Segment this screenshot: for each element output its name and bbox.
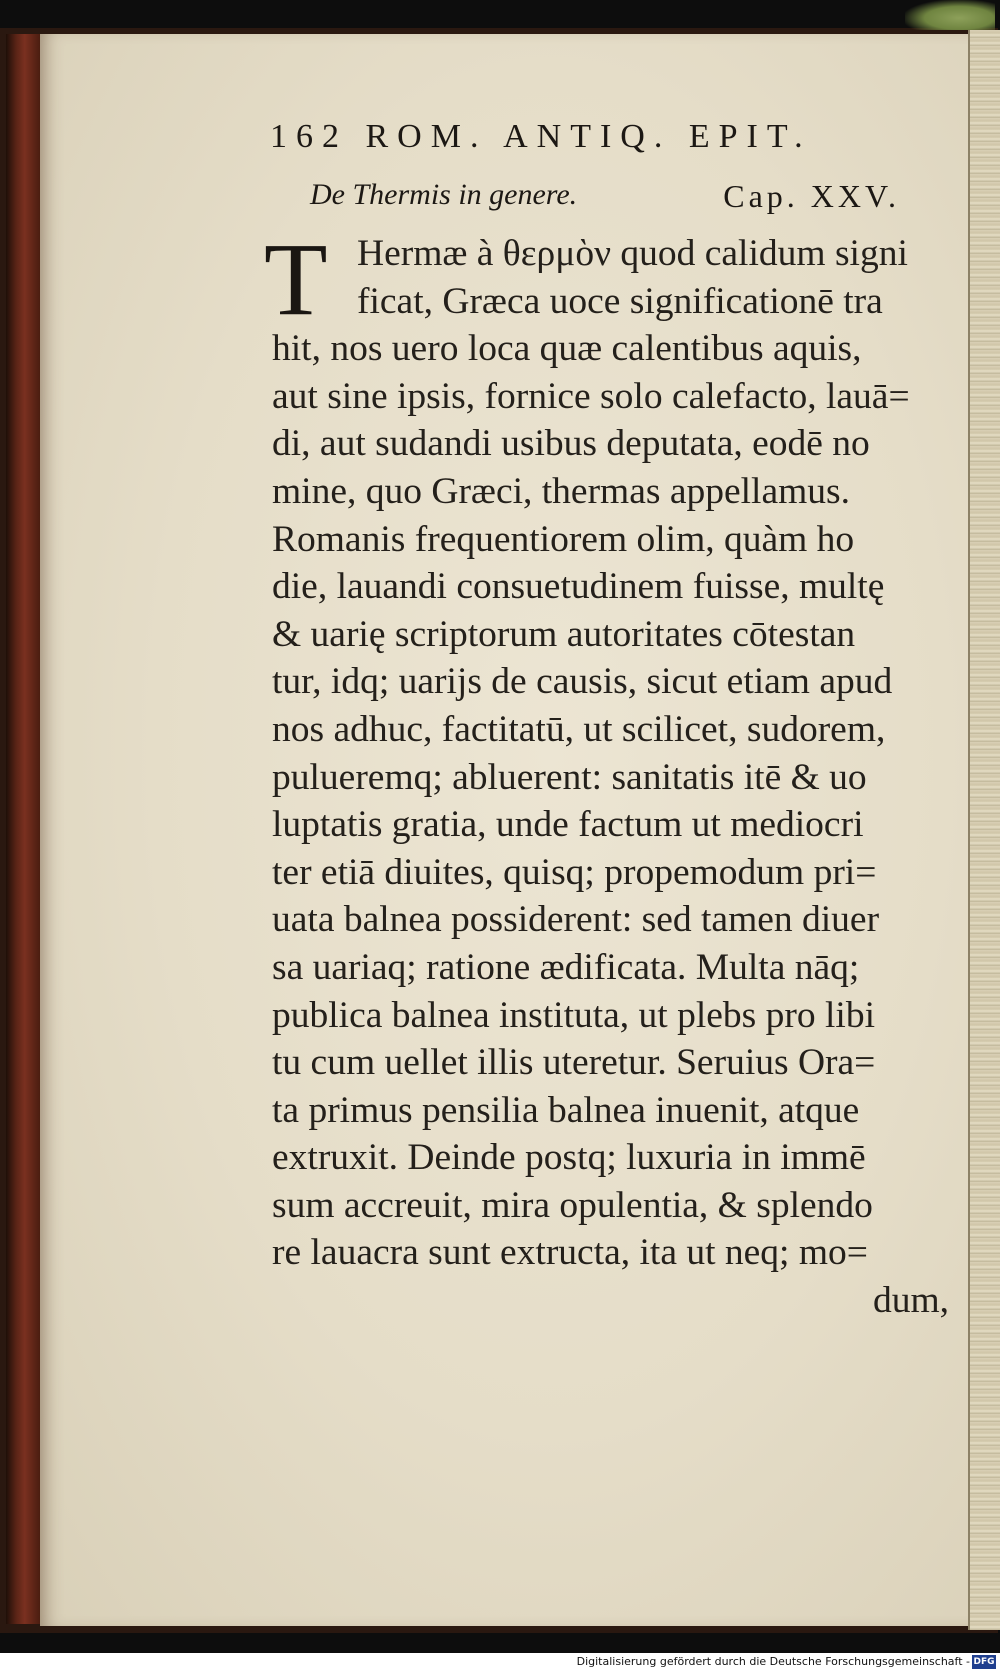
text-line: mine, quo Græci, thermas appellamus. — [272, 470, 850, 512]
page-fore-edge — [968, 30, 1000, 1630]
plant-leaf-corner — [905, 0, 995, 30]
running-head: 162 ROM. ANTIQ. EPIT. — [270, 118, 812, 155]
text-line: uata balnea possiderent: sed tamen diuer — [272, 899, 880, 941]
drop-cap: T — [264, 222, 328, 337]
text-line: extruxit. Deinde postq; luxuria in immē — [272, 1137, 866, 1179]
text-line: hit, nos uero loca quæ calentibus aquis, — [272, 328, 862, 370]
text-line: publica balnea instituta, ut plebs pro libi — [272, 994, 876, 1036]
text-line: die, lauandi consuetudinem fuisse, multę — [272, 566, 885, 608]
chapter-title: De Thermis in genere. — [310, 178, 578, 211]
text-line: di, aut sudandi usibus deputata, eodē no — [272, 423, 870, 465]
body-text — [272, 230, 957, 1325]
chapter-heading — [310, 178, 910, 215]
text-line: & uarię scriptorum autoritates cōtestan — [272, 613, 856, 655]
text-line: nos adhuc, factitatū, ut scilicet, sudorem, — [272, 708, 886, 750]
text-line: sum accreuit, mira opulentia, & splendo — [272, 1184, 873, 1226]
text-line: ta primus pensilia balnea inuenit, atque — [272, 1089, 860, 1131]
text-line: Romanis frequentiorem olim, quàm ho — [272, 518, 855, 560]
footer-credit: Digitalisierung gefördert durch die Deutsche Forschungsgemeinschaft - — [576, 1655, 970, 1668]
text-line: Hermæ à θερμὸν quod calidum signi — [357, 233, 908, 274]
text-line: luptatis gratia, unde factum ut mediocri — [272, 804, 864, 846]
text-line: ter etiā diuites, quisq; propemodum pri= — [272, 851, 877, 893]
dfg-logo: DFG — [973, 1657, 995, 1667]
text-line: tu cum uellet illis uteretur. Seruius Ora= — [272, 1042, 876, 1084]
text-line: tur, idq; uarijs de causis, sicut etiam apud — [272, 661, 893, 703]
catchword: dum, — [872, 1280, 949, 1322]
book-spine — [6, 34, 40, 1624]
text-line: sa uariaq; ratione ædificata. Multa nāq; — [272, 946, 860, 988]
chapter-number: Cap. XXV. — [723, 178, 900, 214]
text-line: pulueremq; abluerent: sanitatis itē & uo — [272, 756, 867, 798]
text-line: ficat, Græca uoce significationē tra — [357, 280, 883, 322]
text-line: re lauacra sunt extructa, ita ut neq; mo= — [272, 1232, 868, 1274]
text-line: aut sine ipsis, fornice solo calefacto, lauā= — [272, 375, 910, 417]
